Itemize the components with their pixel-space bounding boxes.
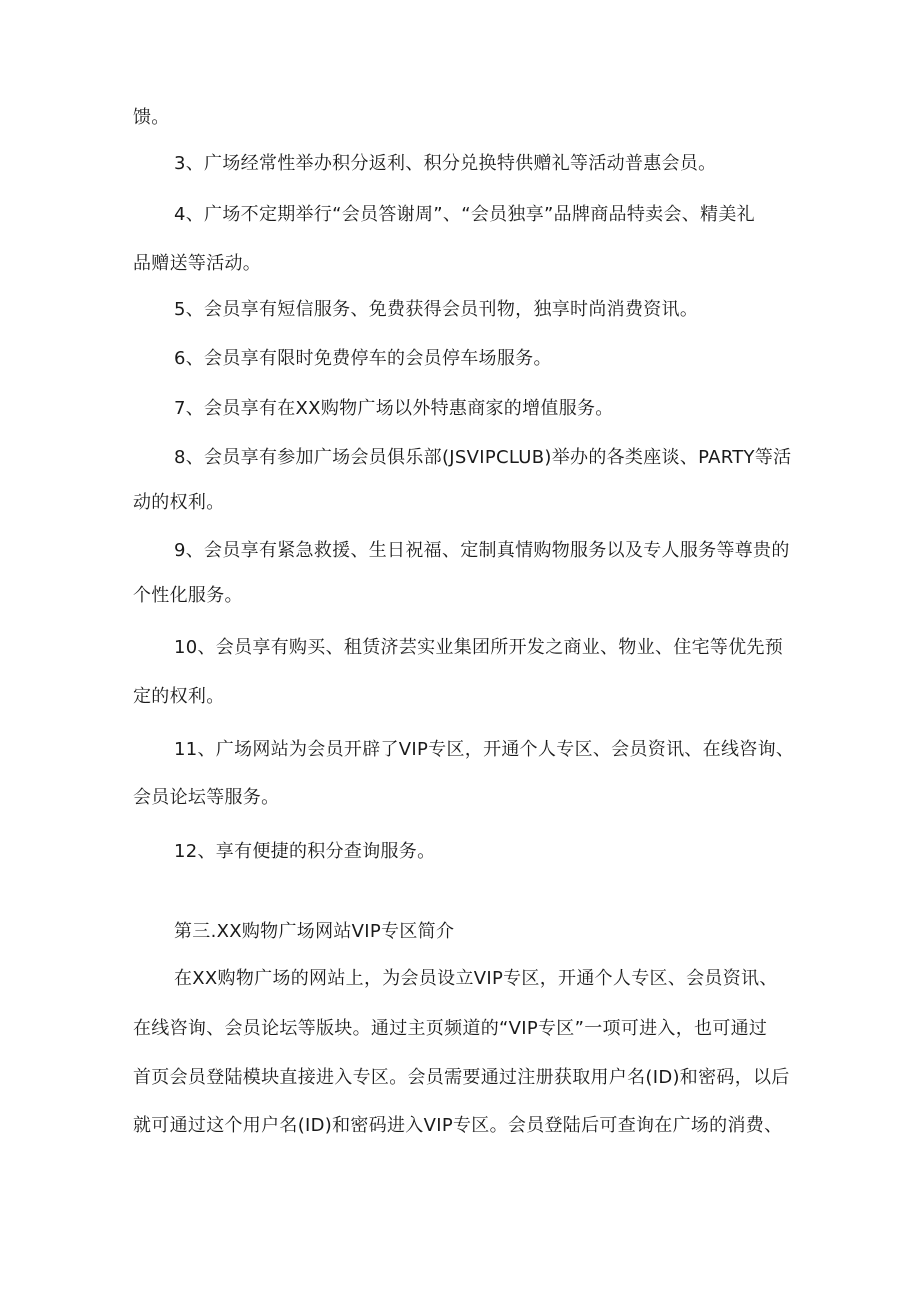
- text-line-1: 馈。: [133, 107, 170, 128]
- text-line-8: 8、会员享有参加广场会员俱乐部(JSVIPCLUB)举办的各类座谈、PARTY等活: [174, 447, 792, 468]
- text-line-12: 10、会员享有购买、租赁济芸实业集团所开发之商业、物业、住宅等优先预: [174, 637, 784, 658]
- text-line-3: 4、广场不定期举行“会员答谢周”、“会员独享”品牌商品特卖会、精美礼: [174, 204, 755, 225]
- text-line-9: 动的权利。: [133, 492, 225, 513]
- text-line-16: 12、享有便捷的积分查询服务。: [174, 841, 436, 862]
- text-line-5: 5、会员享有短信服务、免费获得会员刊物，独享时尚消费资讯。: [174, 299, 699, 320]
- text-line-4: 品赠送等活动。: [133, 253, 262, 274]
- text-line-20: 首页会员登陆模块直接进入专区。会员需要通过注册获取用户名(ID)和密码，以后: [133, 1067, 790, 1088]
- section-heading: 第三.XX购物广场网站VIP专区简介: [174, 921, 455, 942]
- text-line-19: 在线咨询、会员论坛等版块。通过主页频道的“VIP专区”一项可进入，也可通过: [133, 1018, 768, 1039]
- text-line-21: 就可通过这个用户名(ID)和密码进入VIP专区。会员登陆后可查询在广场的消费、: [133, 1115, 783, 1136]
- text-line-15: 会员论坛等服务。: [133, 787, 280, 808]
- text-line-11: 个性化服务。: [133, 585, 243, 606]
- text-line-14: 11、广场网站为会员开辟了VIP专区，开通个人专区、会员资讯、在线咨询、: [174, 739, 795, 760]
- text-line-2: 3、广场经常性举办积分返利、积分兑换特供赠礼等活动普惠会员。: [174, 153, 717, 174]
- text-line-6: 6、会员享有限时免费停车的会员停车场服务。: [174, 348, 552, 369]
- text-line-10: 9、会员享有紧急救援、生日祝福、定制真情购物服务以及专人服务等尊贵的: [174, 540, 790, 561]
- text-line-13: 定的权利。: [133, 686, 225, 707]
- text-line-7: 7、会员享有在XX购物广场以外特惠商家的增值服务。: [174, 398, 614, 419]
- text-line-18: 在XX购物广场的网站上，为会员设立VIP专区，开通个人专区、会员资讯、: [174, 968, 778, 989]
